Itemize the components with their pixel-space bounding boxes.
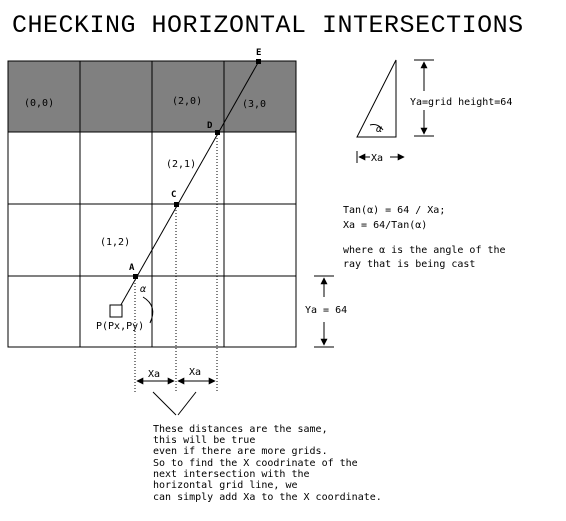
page-title: CHECKING HORIZONTAL INTERSECTIONS — [12, 11, 524, 40]
point-e-marker — [256, 59, 261, 64]
xa-measure-2-label: Xa — [189, 367, 202, 378]
pointer-line-left — [153, 392, 176, 415]
pointer-line-right — [178, 392, 196, 415]
note-line-1: These distances are the same, — [153, 424, 328, 435]
note-line-6: horizontal grid line, we — [153, 480, 298, 491]
note-line-4: So to find the X coodrinate of the — [153, 458, 358, 469]
point-a-label: A — [129, 263, 135, 273]
angle-alpha-triangle: α — [376, 124, 383, 135]
point-p-marker — [110, 305, 122, 317]
where-line-1: where α is the angle of the — [343, 245, 506, 256]
ya64-label: Ya = 64 — [305, 305, 348, 316]
reference-triangle — [357, 60, 396, 137]
point-p-label: P(Px,Py) — [96, 321, 145, 332]
triangle-xa-label: Xa — [371, 153, 384, 164]
point-c-label: C — [171, 190, 177, 200]
cell-label-2-1: (2,1) — [166, 159, 197, 170]
explanation-note — [153, 424, 382, 503]
equation-tan: Tan(α) = 64 / Xa; — [343, 205, 446, 216]
cell-label-0-0: (0,0) — [24, 98, 55, 109]
point-e-label: E — [256, 48, 262, 58]
note-line-3: even if there are more grids. — [153, 446, 328, 457]
equation-xa: Xa = 64/Tan(α) — [343, 220, 428, 231]
point-d-label: D — [207, 121, 213, 131]
angle-arc-p — [143, 297, 153, 323]
xa-measure-1-label: Xa — [148, 369, 161, 380]
point-d-marker — [215, 130, 220, 135]
note-line-2: this will be true — [153, 435, 256, 446]
cell-label-2-0: (2,0) — [172, 96, 203, 107]
angle-alpha-p: α — [140, 284, 147, 295]
point-c-marker — [174, 202, 179, 207]
point-a-marker — [133, 274, 138, 279]
note-line-7: can simply add Xa to the X coordinate. — [153, 492, 382, 503]
note-line-5: next intersection with the — [153, 469, 310, 480]
cell-label-1-2: (1,2) — [100, 237, 131, 248]
triangle-ya-label: Ya=grid height=64 — [410, 97, 513, 108]
cell-label-3-0: (3,0 — [242, 99, 267, 110]
where-line-2: ray that is being cast — [343, 259, 476, 270]
